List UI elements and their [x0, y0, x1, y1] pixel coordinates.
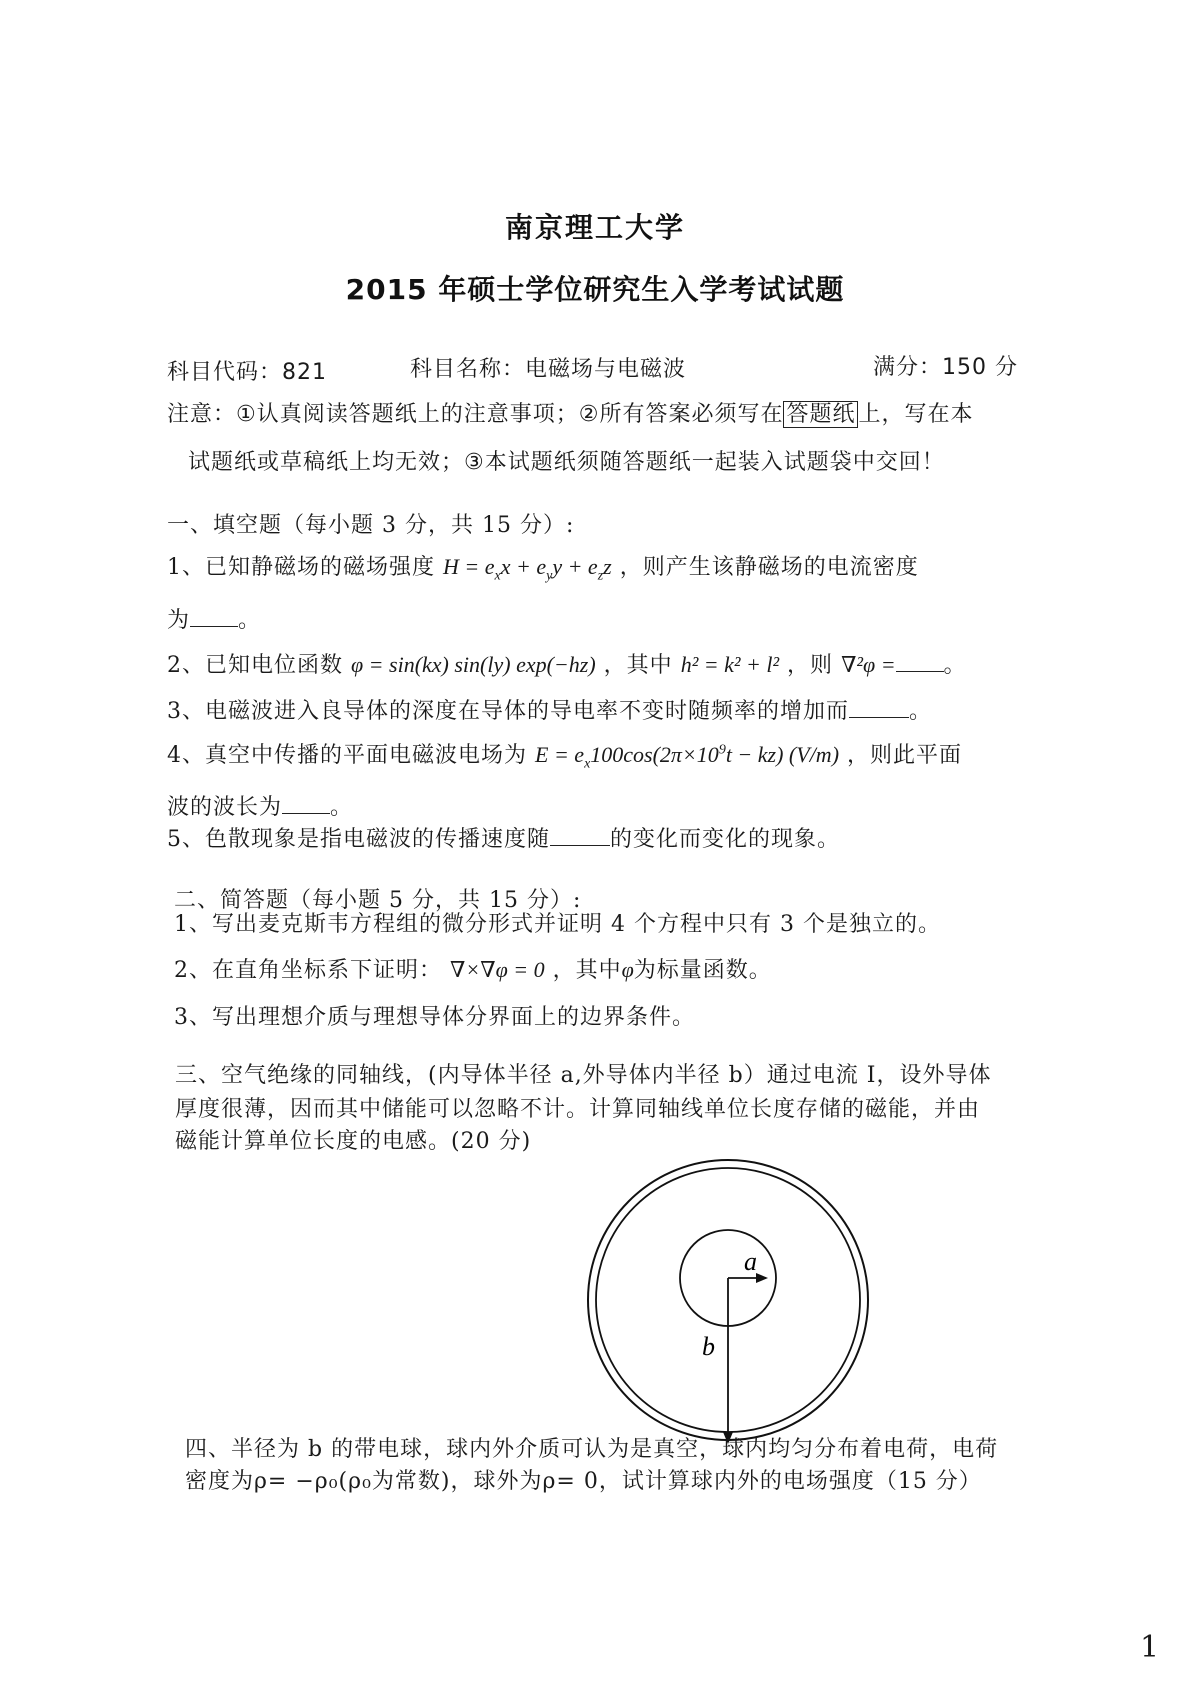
subject-name: 科目名称：电磁场与电磁波 — [410, 357, 687, 382]
university-title: 南京理工大学 — [504, 211, 685, 244]
s1-question-4 — [167, 738, 962, 772]
q1-text-c: 为 — [167, 608, 191, 633]
s1-question-3 — [167, 694, 932, 725]
page-number: 1 — [1140, 1630, 1160, 1665]
q4-text-d: 。 — [330, 795, 354, 820]
answer-blank — [282, 795, 330, 814]
full-score: 满分：150 分 — [873, 355, 1018, 380]
coaxial-diagram — [570, 1155, 890, 1455]
label-a: a — [744, 1247, 757, 1276]
s3-line-3: 磁能计算单位长度的电感。(20 分) — [175, 1129, 532, 1154]
section1-heading: 一、填空题（每小题 3 分，共 15 分）: — [167, 513, 575, 538]
s2-question-2 — [174, 953, 772, 984]
q2-formula-1: φ = sin(kx) sin(ly) exp(−hz) — [351, 652, 596, 677]
s4-line-1: 四、半径为 b 的带电球，球内外介质可认为是真空，球内均匀分布着电荷，电荷 — [185, 1437, 999, 1462]
s2-q2-text-b: ，其中 — [552, 958, 622, 983]
s3-line-1: 三、空气绝缘的同轴线，(内导体半径 a,外导体内半径 b）通过电流 I，设外导体 — [175, 1063, 992, 1088]
subject-code: 科目代码：821 — [167, 360, 327, 385]
answer-blank — [849, 699, 909, 718]
s4-line-2: 密度为ρ= −ρ₀(ρ₀为常数)，球外为ρ= 0，试计算球内外的电场强度（15 分） — [185, 1469, 982, 1494]
q1-formula: $H = e_xx + e_yy + e_zz$ — [443, 554, 612, 584]
q4-formula: $E = e_x100\cos(2\pi\times 10^9t - kz)$ (V/m) — [535, 742, 840, 772]
s2-q2-text-a: 2、在直角坐标系下证明： — [174, 958, 442, 983]
q1-text-d: 。 — [238, 608, 262, 633]
answer-blank — [896, 653, 944, 672]
q2-formula-3: ∇²φ = — [841, 652, 896, 677]
s1-question-1-cont — [167, 603, 261, 634]
answer-blank — [550, 827, 610, 846]
q1-text-b: ，则产生该静磁场的电流密度 — [619, 555, 919, 580]
s1-question-4-cont — [167, 790, 353, 821]
label-b: b — [702, 1332, 715, 1361]
section2-heading: 二、简答题（每小题 5 分，共 15 分）: — [174, 888, 582, 913]
q2-text-a: 2、已知电位函数 — [167, 653, 343, 678]
q2-text-b: ，其中 — [603, 653, 673, 678]
s3-line-2: 厚度很薄，因而其中储能可以忽略不计。计算同轴线单位长度存储的磁能，并由 — [175, 1097, 981, 1122]
q2-text-c: ，则 — [787, 653, 834, 678]
notice-text-b: 上，写在本 — [858, 402, 974, 427]
q4-text-a: 4、真空中传播的平面电磁波电场为 — [167, 743, 527, 768]
s2-q2-text-c: 为标量函数。 — [633, 958, 772, 983]
q4-text-b: ，则此平面 — [847, 743, 963, 768]
q3-text: 3、电磁波进入良导体的深度在导体的导电率不变时随频率的增加而 — [167, 699, 849, 724]
notice-line-1 — [167, 397, 973, 428]
q5-text-a: 5、色散现象是指电磁波的传播速度随 — [167, 827, 550, 852]
s1-question-2 — [167, 648, 967, 679]
s2-q2-formula: ∇×∇φ = 0 — [450, 957, 545, 982]
s2-question-1: 1、写出麦克斯韦方程组的微分形式并证明 4 个方程中只有 3 个是独立的。 — [174, 912, 941, 937]
exam-title: 2015 年硕士学位研究生入学考试试题 — [345, 273, 845, 306]
s2-q2-phi: φ — [621, 957, 634, 982]
q5-text-b: 的变化而变化的现象。 — [610, 827, 841, 852]
answer-blank — [190, 608, 238, 627]
s1-question-5 — [167, 822, 840, 853]
notice-line-2: 试题纸或草稿纸上均无效；③本试题纸须随答题纸一起装入试题袋中交回！ — [188, 450, 945, 475]
s1-question-1 — [167, 550, 919, 584]
q2-text-d: 。 — [943, 653, 967, 678]
q2-formula-2: h² = k² + l² — [680, 652, 780, 677]
q1-text-a: 1、已知静磁场的磁场强度 — [167, 555, 435, 580]
q4-text-c: 波的波长为 — [167, 795, 283, 820]
answer-sheet-box: 答题纸 — [783, 401, 858, 428]
s2-question-3: 3、写出理想介质与理想导体分界面上的边界条件。 — [174, 1005, 695, 1030]
q3-end: 。 — [909, 699, 933, 724]
notice-text-a: 注意：①认真阅读答题纸上的注意事项；②所有答案必须写在 — [167, 402, 784, 427]
